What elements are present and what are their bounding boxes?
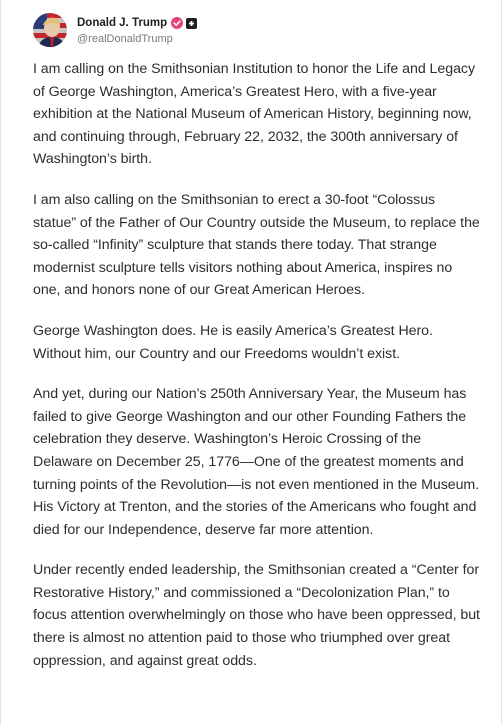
- post-body: [33, 58, 481, 690]
- post-paragraph: Under recently ended leadership, the Smithsonian created a “Center for Restorative History,” and commissioned a “Decolonization Plan,” to focus attention overwhelmingly on those who have been oppressed, but there is almost no attention paid to those who triumphed over great oppression, and against great odds.: [33, 562, 480, 669]
- post-paragraph: George Washington does. He is easily America’s Greatest Hero. Without him, our Country and our Freedoms wouldn’t exist.: [33, 322, 433, 362]
- avatar-image: [33, 13, 67, 47]
- name-row: [77, 15, 197, 31]
- post-header: [33, 10, 197, 50]
- truth-badge-icon: [186, 18, 197, 29]
- post-paragraph: And yet, during our Nation’s 250th Anniversary Year, the Museum has failed to give George Washington and our other Founding Fathers the celebration they deserve. Washington’s Heroic Crossing of the Delaware on December 25, 1776—One of the greatest moments and turning points of the Revolution—is not even mentioned in the Museum. His Victory at Trenton, and the stories of the Americans who fought and died for our Independence, deserve far more attention.: [33, 386, 480, 538]
- avatar[interactable]: [33, 13, 67, 47]
- display-name[interactable]: Donald J. Trump: [77, 17, 168, 29]
- post-paragraph: I am also calling on the Smithsonian to erect a 30-foot “Colossus statue” of the Father of Our Country outside the Museum, to replace the so-called “Infinity” sculpture that stands there today. That strange modernist sculpture tells visitors nothing about America, inspires no one, and honors none of our Great American Heroes.: [33, 191, 480, 299]
- post-paragraph: I am calling on the Smithsonian Institution to honor the Life and Legacy of George Washington, America’s Greatest Hero, with a five-year exhibition at the National Museum of American History, beginning now, and continuing through, February 22, 2032, the 300th anniversary of Washington’s birth.: [33, 61, 476, 168]
- author-info: [77, 15, 197, 45]
- verified-badge-icon: [171, 17, 183, 29]
- author-handle[interactable]: @realDonaldTrump: [77, 33, 173, 45]
